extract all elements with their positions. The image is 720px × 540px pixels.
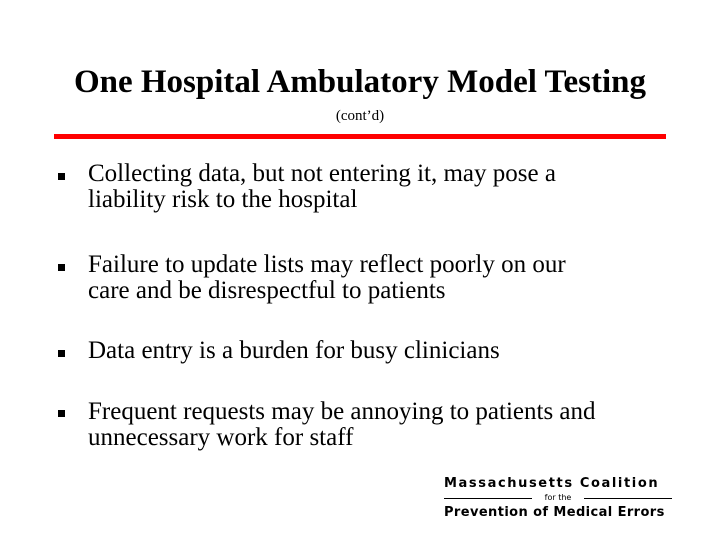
bullet-line: Data entry is a burden for busy clinicians [88,337,500,364]
bullet-item [88,399,688,451]
logo-top-text: Massachusetts Coalition [444,476,660,491]
coalition-logo [444,476,672,524]
bullet-square-icon [58,264,65,271]
logo-right-rule [584,498,672,499]
bullet-item [88,161,688,213]
bullet-line: Frequent requests may be annoying to patients and [88,398,596,425]
logo-middle-text: for the [544,493,572,502]
bullet-item [88,338,688,364]
bullet-line: Failure to update lists may reflect poorly on our [88,251,566,278]
bullet-square-icon [58,410,65,417]
bullet-item [88,252,688,304]
bullet-line: care and be disrespectful to patients [88,277,446,304]
bullet-line: Collecting data, but not entering it, may pose a [88,160,556,187]
slide-subtitle: (cont’d) [335,108,385,124]
slide-title: One Hospital Ambulatory Model Testing [73,64,647,100]
bullet-line: unnecessary work for staff [88,424,354,451]
bullet-square-icon [58,173,65,180]
title-divider [54,134,666,139]
bullet-line: liability risk to the hospital [88,186,358,213]
bullet-square-icon [58,350,65,357]
logo-bottom-text: Prevention of Medical Errors [444,505,665,520]
